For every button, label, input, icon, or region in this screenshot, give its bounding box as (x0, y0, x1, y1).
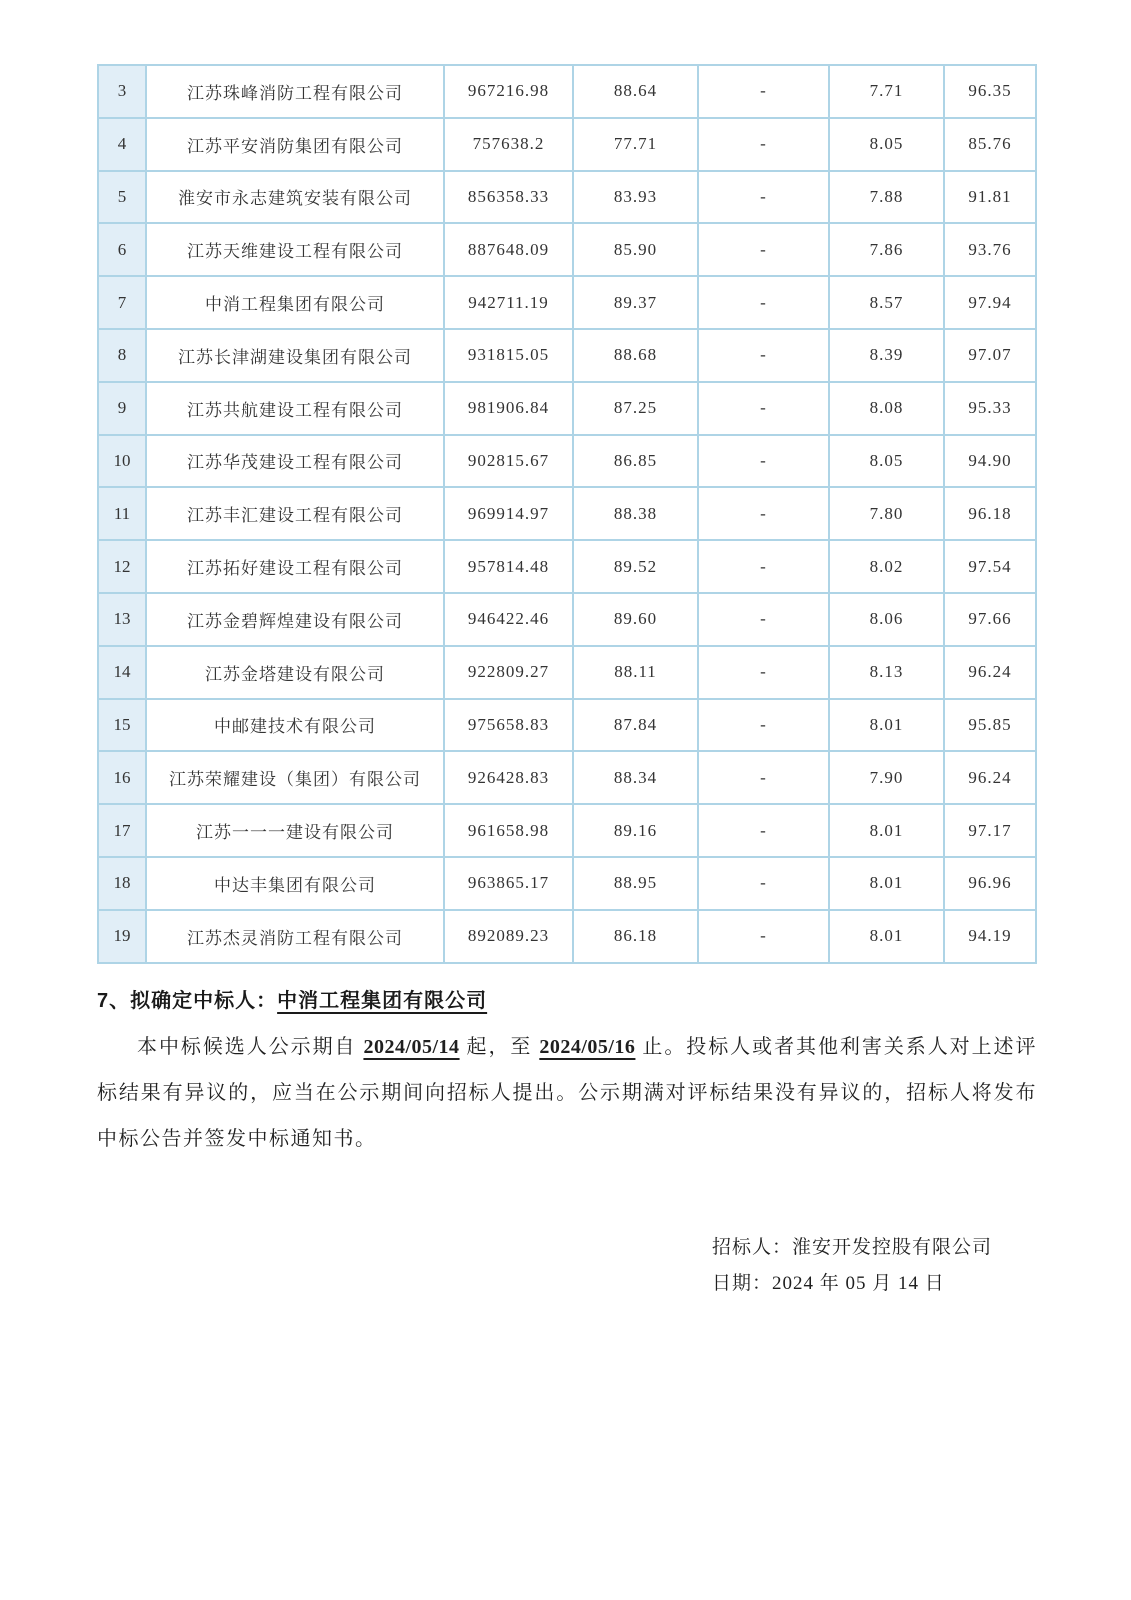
total-score-cell: 96.18 (944, 487, 1036, 540)
score-cell: 89.37 (573, 276, 698, 329)
total-score-cell: 97.94 (944, 276, 1036, 329)
dash-cell: - (698, 435, 829, 488)
dash-cell: - (698, 857, 829, 910)
total-score-cell: 97.17 (944, 804, 1036, 857)
price-cell: 981906.84 (444, 382, 573, 435)
table-row (98, 751, 1036, 804)
winner-company: 中消工程集团有限公司 (277, 990, 488, 1012)
sub-score-cell: 8.39 (829, 329, 944, 382)
score-cell: 89.16 (573, 804, 698, 857)
company-cell: 江苏平安消防集团有限公司 (146, 118, 444, 171)
table-row (98, 171, 1036, 224)
total-score-cell: 97.66 (944, 593, 1036, 646)
notice-seg2: 起，至 (459, 1036, 540, 1058)
table-row (98, 329, 1036, 382)
total-score-cell: 95.33 (944, 382, 1036, 435)
table-row (98, 118, 1036, 171)
score-cell: 86.85 (573, 435, 698, 488)
rank-cell: 3 (98, 65, 146, 118)
score-cell: 86.18 (573, 910, 698, 963)
score-cell: 88.64 (573, 65, 698, 118)
table-row (98, 593, 1036, 646)
rank-cell: 7 (98, 276, 146, 329)
rank-cell: 14 (98, 646, 146, 699)
table-row (98, 540, 1036, 593)
price-cell: 967216.98 (444, 65, 573, 118)
dash-cell: - (698, 487, 829, 540)
company-cell: 江苏丰汇建设工程有限公司 (146, 487, 444, 540)
dash-cell: - (698, 540, 829, 593)
company-cell: 淮安市永志建筑安装有限公司 (146, 171, 444, 224)
dash-cell: - (698, 910, 829, 963)
score-cell: 88.95 (573, 857, 698, 910)
price-cell: 931815.05 (444, 329, 573, 382)
sub-score-cell: 8.01 (829, 910, 944, 963)
table-row (98, 646, 1036, 699)
sub-score-cell: 8.02 (829, 540, 944, 593)
company-cell: 中消工程集团有限公司 (146, 276, 444, 329)
sub-score-cell: 7.80 (829, 487, 944, 540)
dash-cell: - (698, 382, 829, 435)
rank-cell: 8 (98, 329, 146, 382)
sub-score-cell: 8.05 (829, 435, 944, 488)
total-score-cell: 97.54 (944, 540, 1036, 593)
table-row (98, 382, 1036, 435)
sub-score-cell: 8.06 (829, 593, 944, 646)
sub-score-cell: 7.88 (829, 171, 944, 224)
table-row (98, 910, 1036, 963)
score-cell: 89.60 (573, 593, 698, 646)
price-cell: 926428.83 (444, 751, 573, 804)
company-cell: 江苏金塔建设有限公司 (146, 646, 444, 699)
score-cell: 88.38 (573, 487, 698, 540)
notice-paragraph (97, 1024, 1037, 1162)
sub-score-cell: 8.01 (829, 699, 944, 752)
price-cell: 856358.33 (444, 171, 573, 224)
rank-cell: 18 (98, 857, 146, 910)
score-cell: 77.71 (573, 118, 698, 171)
price-cell: 969914.97 (444, 487, 573, 540)
company-cell: 江苏荣耀建设（集团）有限公司 (146, 751, 444, 804)
table-row (98, 804, 1036, 857)
dash-cell: - (698, 65, 829, 118)
rank-cell: 19 (98, 910, 146, 963)
rank-cell: 17 (98, 804, 146, 857)
sub-score-cell: 7.71 (829, 65, 944, 118)
score-cell: 85.90 (573, 223, 698, 276)
rank-cell: 11 (98, 487, 146, 540)
publicity-start-date: 2024/05/14 (363, 1036, 460, 1058)
dash-cell: - (698, 223, 829, 276)
total-score-cell: 96.35 (944, 65, 1036, 118)
sub-score-cell: 7.86 (829, 223, 944, 276)
company-cell: 江苏长津湖建设集团有限公司 (146, 329, 444, 382)
publicity-end-date: 2024/05/16 (539, 1036, 636, 1058)
price-cell: 957814.48 (444, 540, 573, 593)
score-cell: 87.25 (573, 382, 698, 435)
company-cell: 江苏杰灵消防工程有限公司 (146, 910, 444, 963)
sub-score-cell: 8.13 (829, 646, 944, 699)
rank-cell: 9 (98, 382, 146, 435)
rank-cell: 5 (98, 171, 146, 224)
dash-cell: - (698, 751, 829, 804)
score-cell: 89.52 (573, 540, 698, 593)
signature-block (712, 1230, 992, 1302)
section7-heading (97, 984, 1037, 1013)
company-cell: 中达丰集团有限公司 (146, 857, 444, 910)
company-cell: 江苏拓好建设工程有限公司 (146, 540, 444, 593)
score-cell: 88.11 (573, 646, 698, 699)
sub-score-cell: 8.01 (829, 804, 944, 857)
company-cell: 江苏共航建设工程有限公司 (146, 382, 444, 435)
dash-cell: - (698, 171, 829, 224)
score-cell: 83.93 (573, 171, 698, 224)
sub-score-cell: 8.01 (829, 857, 944, 910)
sub-score-cell: 8.08 (829, 382, 944, 435)
total-score-cell: 95.85 (944, 699, 1036, 752)
score-cell: 88.34 (573, 751, 698, 804)
price-cell: 892089.23 (444, 910, 573, 963)
notice-seg1: 本中标候选人公示期自 (137, 1036, 364, 1058)
dash-cell: - (698, 276, 829, 329)
sub-score-cell: 8.05 (829, 118, 944, 171)
company-cell: 江苏华茂建设工程有限公司 (146, 435, 444, 488)
rank-cell: 6 (98, 223, 146, 276)
dash-cell: - (698, 804, 829, 857)
table-row (98, 223, 1036, 276)
company-cell: 江苏天维建设工程有限公司 (146, 223, 444, 276)
bid-evaluation-table (97, 64, 1037, 964)
bid-table-body (98, 65, 1036, 963)
date-line: 日期：2024 年 05 月 14 日 (712, 1273, 945, 1294)
notice-seg3: 止。投标人或者其他利害关系人对上述评标结果有异议的，应当在公示期间向招标人提出。公示期满对评标结果没有异议的，招标人将发布中标公告并签发中标通知书。 (97, 1036, 1038, 1150)
total-score-cell: 93.76 (944, 223, 1036, 276)
sub-score-cell: 7.90 (829, 751, 944, 804)
price-cell: 963865.17 (444, 857, 573, 910)
company-cell: 江苏金碧辉煌建设有限公司 (146, 593, 444, 646)
dash-cell: - (698, 329, 829, 382)
rank-cell: 13 (98, 593, 146, 646)
score-cell: 87.84 (573, 699, 698, 752)
price-cell: 757638.2 (444, 118, 573, 171)
price-cell: 887648.09 (444, 223, 573, 276)
rank-cell: 12 (98, 540, 146, 593)
total-score-cell: 91.81 (944, 171, 1036, 224)
section7-label: 7、拟确定中标人： (97, 990, 278, 1012)
dash-cell: - (698, 118, 829, 171)
tenderer-line: 招标人：淮安开发控股有限公司 (712, 1237, 993, 1258)
total-score-cell: 96.24 (944, 751, 1036, 804)
rank-cell: 10 (98, 435, 146, 488)
total-score-cell: 94.19 (944, 910, 1036, 963)
table-row (98, 435, 1036, 488)
dash-cell: - (698, 593, 829, 646)
rank-cell: 4 (98, 118, 146, 171)
total-score-cell: 97.07 (944, 329, 1036, 382)
table-row (98, 699, 1036, 752)
price-cell: 902815.67 (444, 435, 573, 488)
company-cell: 江苏一一一建设有限公司 (146, 804, 444, 857)
price-cell: 922809.27 (444, 646, 573, 699)
price-cell: 946422.46 (444, 593, 573, 646)
price-cell: 975658.83 (444, 699, 573, 752)
total-score-cell: 85.76 (944, 118, 1036, 171)
price-cell: 942711.19 (444, 276, 573, 329)
table-row (98, 276, 1036, 329)
rank-cell: 15 (98, 699, 146, 752)
total-score-cell: 96.24 (944, 646, 1036, 699)
company-cell: 江苏珠峰消防工程有限公司 (146, 65, 444, 118)
table-row (98, 65, 1036, 118)
total-score-cell: 94.90 (944, 435, 1036, 488)
total-score-cell: 96.96 (944, 857, 1036, 910)
dash-cell: - (698, 699, 829, 752)
company-cell: 中邮建技术有限公司 (146, 699, 444, 752)
sub-score-cell: 8.57 (829, 276, 944, 329)
table-row (98, 487, 1036, 540)
table-row (98, 857, 1036, 910)
score-cell: 88.68 (573, 329, 698, 382)
dash-cell: - (698, 646, 829, 699)
price-cell: 961658.98 (444, 804, 573, 857)
rank-cell: 16 (98, 751, 146, 804)
